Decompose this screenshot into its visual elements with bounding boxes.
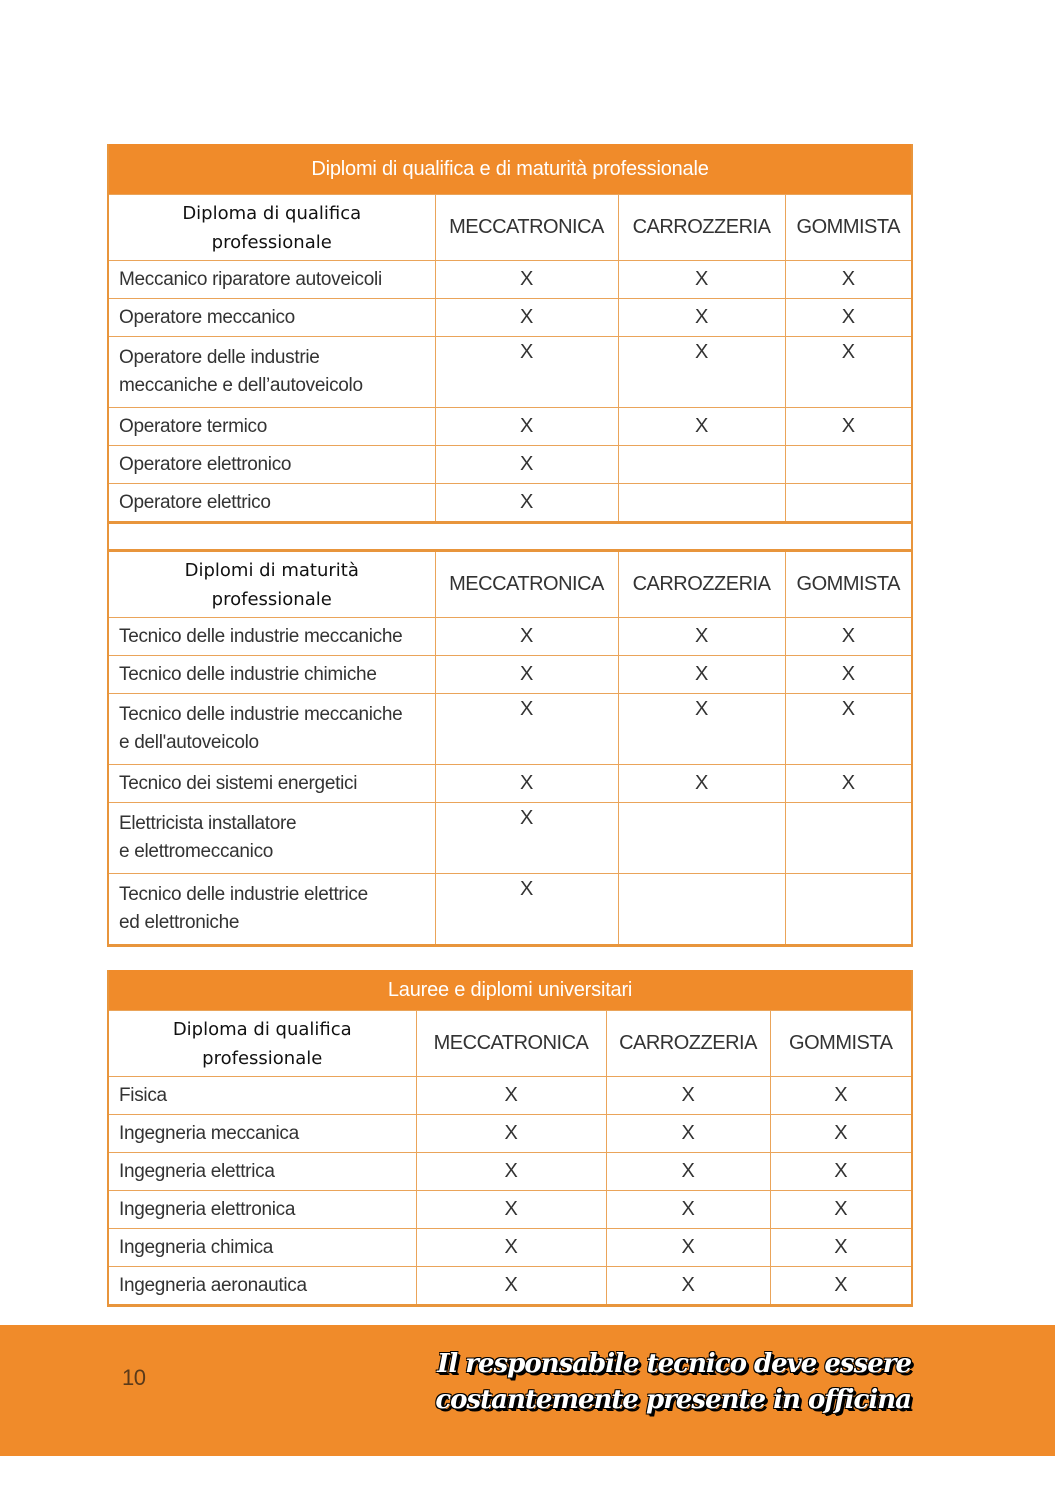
table-row [108,1153,912,1191]
section-heading-line1: Diploma di qualifica [182,202,362,224]
section-heading [108,551,435,618]
cell-carrozzeria: X [606,1267,770,1306]
section-heading-line2: professionale [211,231,332,253]
cell-gommista [785,484,912,523]
cell-gommista: X [770,1153,912,1191]
column-header-row [108,195,912,261]
page-number: 10 [122,1365,146,1390]
cell-carrozzeria [618,874,785,946]
cell-meccatronica: X [435,694,618,765]
column-header-meccatronica: MECCATRONICA [435,551,618,618]
column-header-carrozzeria: CARROZZERIA [618,195,785,261]
slogan-line1: Il responsabile tecnico deve essere [437,1349,911,1379]
cell-gommista: X [785,656,912,694]
cell-meccatronica: X [435,446,618,484]
section-heading [108,195,435,261]
row-label-line2: e elettromeccanico [119,841,274,862]
footer-slogan [435,1346,911,1418]
row-label [108,874,435,946]
cell-gommista: X [770,1077,912,1115]
table-row [108,694,912,765]
section-spacer [108,523,912,551]
cell-carrozzeria: X [606,1115,770,1153]
cell-meccatronica: X [435,299,618,337]
cell-gommista: X [770,1115,912,1153]
column-header-gommista: GOMMISTA [785,551,912,618]
cell-gommista: X [785,337,912,408]
row-label: Ingegneria elettrica [108,1153,416,1191]
cell-carrozzeria [618,484,785,523]
table-row [108,618,912,656]
cell-meccatronica: X [416,1229,606,1267]
cell-gommista: X [785,261,912,299]
cell-meccatronica: X [435,408,618,446]
row-label [108,337,435,408]
cell-carrozzeria: X [618,299,785,337]
table-row [108,1267,912,1306]
section-heading-line2: professionale [211,588,332,610]
table-row [108,803,912,874]
cell-carrozzeria: X [618,408,785,446]
row-label: Tecnico delle industrie chimiche [108,656,435,694]
cell-meccatronica: X [435,656,618,694]
row-label-line1: Operatore delle industrie [119,347,320,368]
section-spacer-row [108,523,912,551]
row-label: Ingegneria aeronautica [108,1267,416,1306]
university-degrees-table [107,970,913,1307]
row-label: Ingegneria chimica [108,1229,416,1267]
row-label: Tecnico delle industrie meccaniche [108,618,435,656]
cell-carrozzeria: X [618,765,785,803]
table-row [108,1115,912,1153]
table-row [108,446,912,484]
column-header-gommista: GOMMISTA [770,1011,912,1077]
cell-meccatronica: X [435,484,618,523]
cell-carrozzeria: X [618,618,785,656]
row-label-line2: ed elettroniche [119,912,240,933]
cell-meccatronica: X [435,803,618,874]
row-label-line1: Elettricista installatore [119,813,297,834]
cell-carrozzeria: X [618,337,785,408]
row-label: Ingegneria meccanica [108,1115,416,1153]
cell-gommista: X [770,1267,912,1306]
cell-carrozzeria: X [606,1153,770,1191]
cell-meccatronica: X [416,1153,606,1191]
column-header-meccatronica: MECCATRONICA [435,195,618,261]
table-title-row [108,970,912,1011]
table-row [108,874,912,946]
cell-carrozzeria: X [606,1191,770,1229]
table-row [108,765,912,803]
column-header-row [108,551,912,618]
row-label-line2: e dell'autoveicolo [119,732,259,753]
slogan-line2: costantemente presente in officina [435,1385,911,1415]
section-heading-line1: Diplomi di maturità [184,559,359,581]
cell-carrozzeria [618,803,785,874]
row-label [108,803,435,874]
table-row [108,1077,912,1115]
row-label: Ingegneria elettronica [108,1191,416,1229]
cell-gommista: X [770,1191,912,1229]
table-title: Lauree e diplomi universitari [108,970,912,1011]
cell-carrozzeria [618,446,785,484]
row-label-line1: Tecnico delle industrie meccaniche [119,704,403,725]
column-header-carrozzeria: CARROZZERIA [606,1011,770,1077]
table-row [108,408,912,446]
cell-meccatronica: X [435,261,618,299]
row-label: Tecnico dei sistemi energetici [108,765,435,803]
cell-meccatronica: X [416,1115,606,1153]
table-title: Diplomi di qualifica e di maturità professionale [108,144,912,195]
cell-meccatronica: X [435,874,618,946]
cell-meccatronica: X [416,1267,606,1306]
cell-gommista: X [785,408,912,446]
section-heading-line1: Diploma di qualifica [172,1018,352,1040]
cell-carrozzeria: X [606,1229,770,1267]
table-row [108,1229,912,1267]
section-heading [108,1011,416,1077]
row-label: Meccanico riparatore autoveicoli [108,261,435,299]
cell-gommista [785,874,912,946]
qualification-diplomas-table [107,144,913,947]
cell-gommista: X [785,694,912,765]
row-label-line1: Tecnico delle industrie elettrice [119,884,368,905]
cell-meccatronica: X [435,337,618,408]
cell-carrozzeria: X [618,656,785,694]
section-heading-line2: professionale [202,1047,323,1069]
column-header-row [108,1011,912,1077]
cell-gommista [785,446,912,484]
column-header-carrozzeria: CARROZZERIA [618,551,785,618]
row-label: Fisica [108,1077,416,1115]
cell-gommista: X [785,299,912,337]
column-header-gommista: GOMMISTA [785,195,912,261]
cell-gommista: X [770,1229,912,1267]
table-row [108,1191,912,1229]
cell-gommista: X [785,618,912,656]
table-row [108,484,912,523]
row-label: Operatore meccanico [108,299,435,337]
cell-gommista: X [785,765,912,803]
row-label-line2: meccaniche e dell’autoveicolo [119,375,363,396]
cell-carrozzeria: X [618,694,785,765]
cell-meccatronica: X [416,1077,606,1115]
table-row [108,337,912,408]
cell-meccatronica: X [435,765,618,803]
cell-meccatronica: X [416,1191,606,1229]
table-row [108,299,912,337]
row-label: Operatore elettronico [108,446,435,484]
row-label: Operatore termico [108,408,435,446]
cell-carrozzeria: X [606,1077,770,1115]
table-row [108,261,912,299]
column-header-meccatronica: MECCATRONICA [416,1011,606,1077]
cell-meccatronica: X [435,618,618,656]
row-label [108,694,435,765]
table-row [108,656,912,694]
cell-carrozzeria: X [618,261,785,299]
row-label: Operatore elettrico [108,484,435,523]
cell-gommista [785,803,912,874]
table-title-row [108,144,912,195]
